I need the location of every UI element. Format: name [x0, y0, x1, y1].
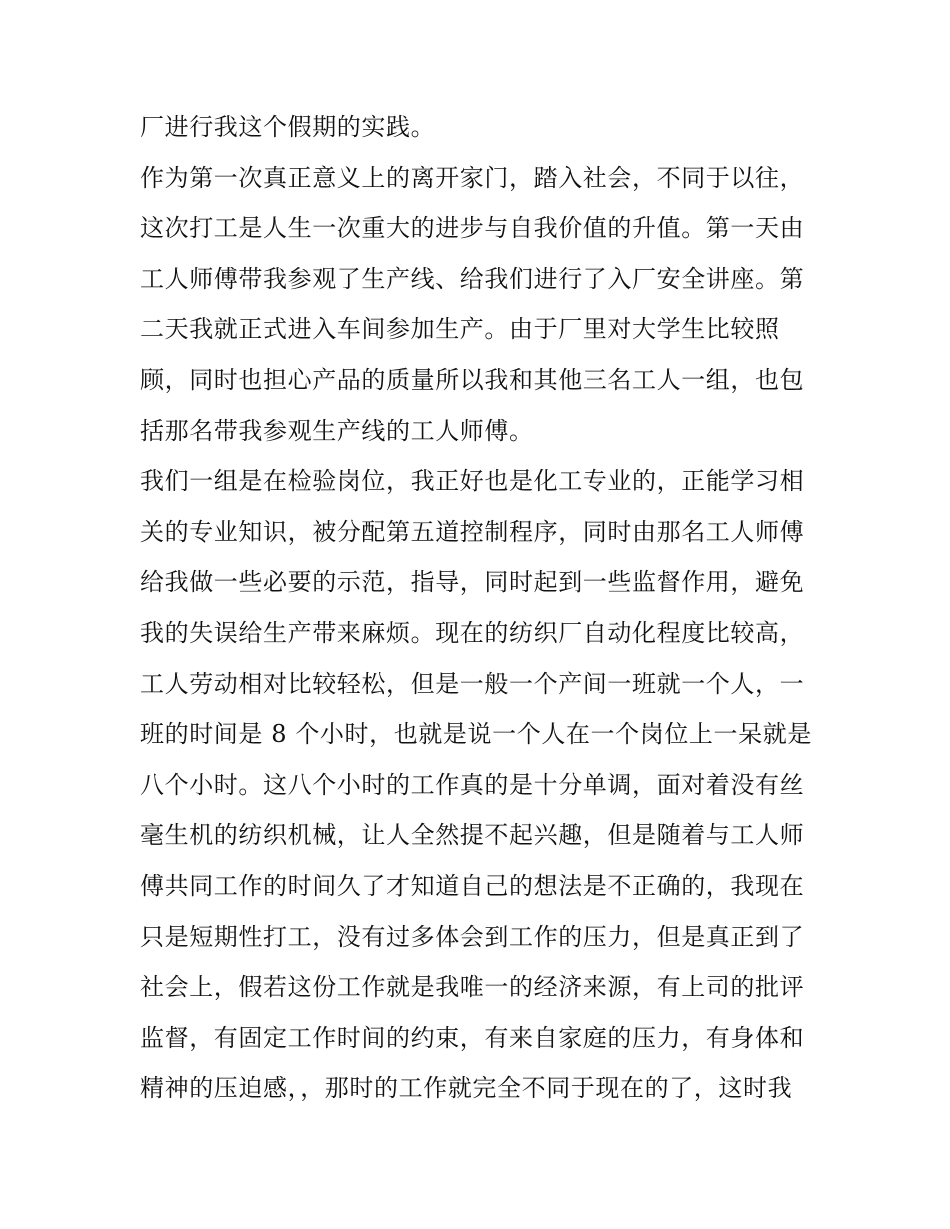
text-line: 八个小时。这八个小时的工作真的是十分单调，面对着没有丝	[140, 770, 805, 799]
text-line: 只是短期性打工，没有过多体会到工作的压力，但是真正到了	[140, 922, 805, 951]
text-line: 工人师傅带我参观了生产线、给我们进行了入厂安全讲座。第	[140, 264, 805, 293]
body-text	[140, 102, 820, 1114]
text-line: 作为第一次真正意义上的离开家门，踏入社会，不同于以往，	[140, 163, 805, 192]
text-line: 二天我就正式进入车间参加生产。由于厂里对大学生比较照	[140, 315, 780, 344]
text-line: 顾，同时也担心产品的质量所以我和其他三名工人一组，也包	[140, 365, 805, 394]
text-line: 关的专业知识，被分配第五道控制程序，同时由那名工人师傅	[140, 517, 805, 546]
text-line: 括那名带我参观生产线的工人师傅。	[140, 416, 534, 445]
text-line: 厂进行我这个假期的实践。	[140, 113, 436, 141]
text-line: 我的失误给生产带来麻烦。现在的纺织厂自动化程度比较高，	[140, 618, 805, 647]
text-line: 傅共同工作的时间久了才知道自己的想法是不正确的，我现在	[140, 871, 805, 900]
text-line: 我们一组是在检验岗位，我正好也是化工专业的，正能学习相	[140, 467, 805, 496]
text-line: 社会上，假若这份工作就是我唯一的经济来源，有上司的批评	[140, 973, 805, 1002]
text-line: 毫生机的纺织机械，让人全然提不起兴趣，但是随着与工人师	[140, 821, 805, 850]
text-line: 监督，有固定工作时间的约束，有来自家庭的压力，有身体和	[140, 1023, 805, 1052]
text-line: 这次打工是人生一次重大的进步与自我价值的升值。第一天由	[140, 214, 805, 243]
text-line: 精神的压迫感，，那时的工作就完全不同于现在的了，这时我	[140, 1074, 793, 1103]
text-line: 工人劳动相对比较轻松，但是一般一个产间一班就一个人，一	[140, 669, 805, 698]
text-line: 班的时间是 8 个小时，也就是说一个人在一个岗位上一呆就是	[140, 720, 812, 749]
text-line: 给我做一些必要的示范，指导，同时起到一些监督作用，避免	[140, 568, 805, 597]
